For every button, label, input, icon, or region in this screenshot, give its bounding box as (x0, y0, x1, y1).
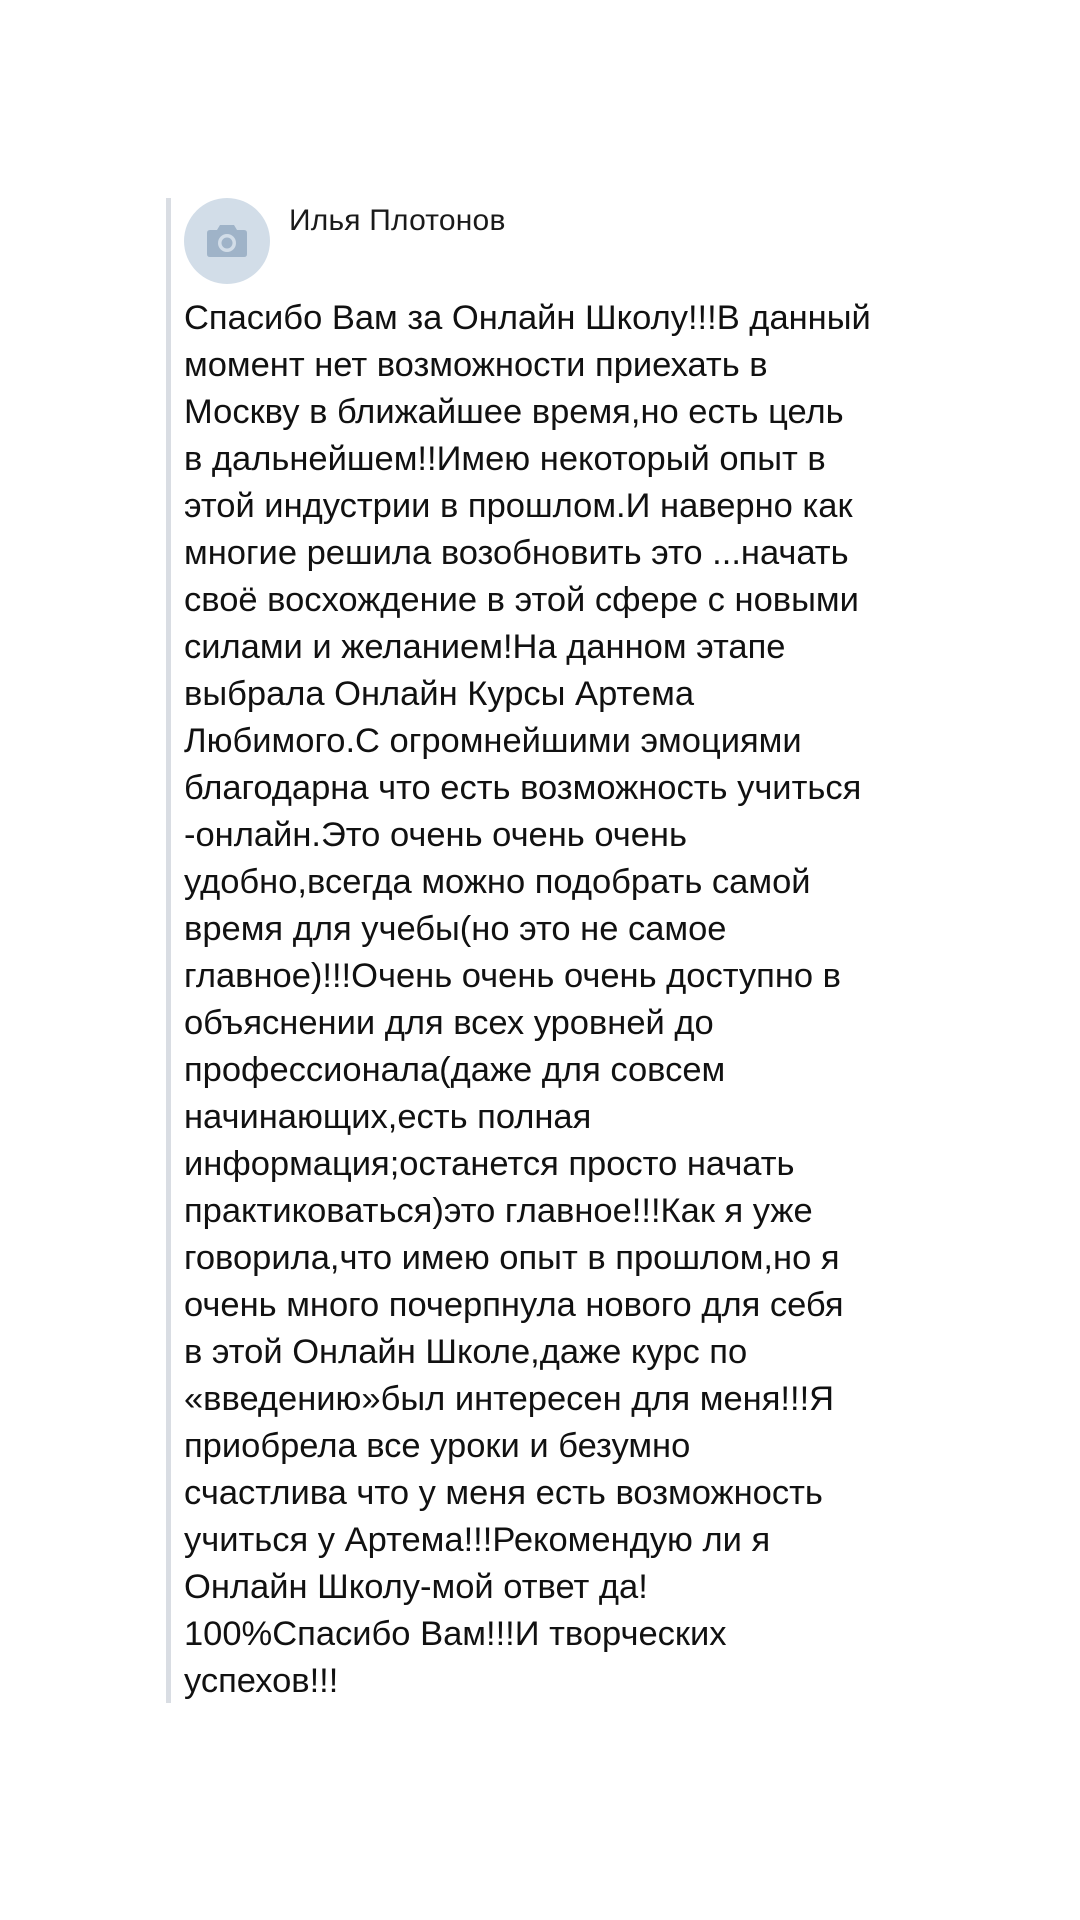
author-row (184, 198, 944, 288)
author-name[interactable]: Илья Плотонов (289, 204, 506, 237)
review-post (166, 198, 971, 1703)
avatar[interactable] (184, 198, 270, 284)
review-text: Спасибо Вам за Онлайн Школу!!!В данный момент нет возможности приехать в Москву в ближайшее время,но есть цель в дальнейшем!!Имею некоторый опыт в этой индустрии в прошлом.И наверно как многие решила возобновить это ...начать своё восхождение в этой сфере с новыми силами и желанием!На данном этапе выбрала Онлайн Курсы Артема Любимого.С огромнейшими эмоциями благодарна что есть возможность учиться -онлайн.Это очень очень очень удобно,всегда можно подобрать самой время для учебы(но это не самое главное)!!!Очень очень очень доступно в объяснении для всех уровней до профессионала(даже для совсем начинающих,есть полная информация;останется просто начать практиковаться)это главное!!!Как я уже говорила,что имею опыт в прошлом,но я очень много почерпнула нового для себя в этой Онлайн Школе,даже курс по «введению»был интересен для меня!!!Я приобрела все уроки и безумно счастлива что у меня есть возможность учиться у Артема!!!Рекомендую ли я Онлайн Школу-мой ответ да! 100%Спасибо Вам!!!И творческих успехов!!! (184, 299, 871, 1700)
camera-icon (206, 222, 248, 258)
